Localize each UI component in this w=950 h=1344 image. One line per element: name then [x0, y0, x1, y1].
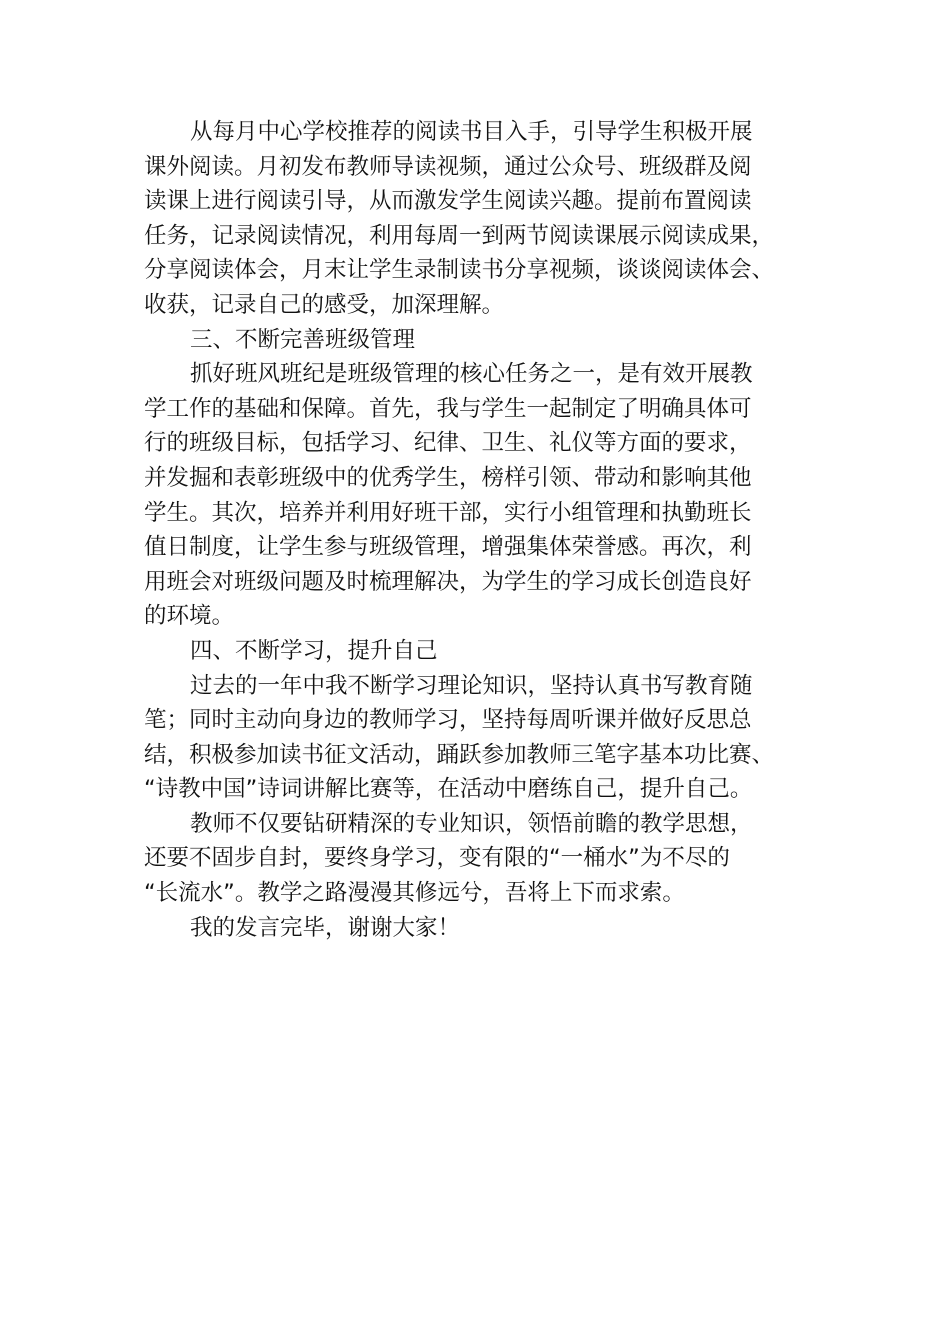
paragraph-class-line-3: 行的班级目标，包括学习、纪律、卫生、礼仪等方面的要求， [144, 430, 752, 457]
paragraph-teacher-line-3: “长流水”。教学之路漫漫其修远兮，吾将上下而求索。 [144, 880, 685, 907]
closing-remark: 我的发言完毕，谢谢大家！ [190, 914, 461, 941]
paragraph-class-line-6: 值日制度，让学生参与班级管理，增强集体荣誉感。再次，利 [144, 534, 752, 561]
section-heading-class-management: 三、不断完善班级管理 [190, 326, 416, 353]
paragraph-learning-line-3: 结，积极参加读书征文活动，踊跃参加教师三笔字基本功比赛、 [144, 741, 775, 768]
paragraph-class-line-5: 学生。其次，培养并利用好班干部，实行小组管理和执勤班长 [144, 499, 752, 526]
paragraph-learning-line-1: 过去的一年中我不断学习理论知识，坚持认真书写教育随 [190, 672, 753, 699]
paragraph-teacher-line-1: 教师不仅要钻研精深的专业知识，领悟前瞻的教学思想， [190, 810, 753, 837]
paragraph-class-line-4: 并发掘和表彰班级中的优秀学生，榜样引领、带动和影响其他 [144, 464, 752, 491]
section-heading-learning: 四、不断学习，提升自己 [190, 637, 438, 664]
paragraph-class-line-8: 的环境。 [144, 603, 235, 630]
document-body [144, 115, 812, 945]
paragraph-reading-line-3: 读课上进行阅读引导，从而激发学生阅读兴趣。提前布置阅读 [144, 188, 752, 215]
paragraph-learning-line-2: 笔；同时主动向身边的教师学习，坚持每周听课并做好反思总 [144, 707, 752, 734]
paragraph-class-line-2: 学工作的基础和保障。首先，我与学生一起制定了明确具体可 [144, 395, 752, 422]
paragraph-reading-line-2: 课外阅读。月初发布教师导读视频，通过公众号、班级群及阅 [144, 153, 752, 180]
paragraph-teacher-line-2: 还要不固步自封，要终身学习，变有限的“一桶水”为不尽的 [144, 845, 730, 872]
paragraph-learning-line-4: “诗教中国”诗词讲解比赛等，在活动中磨练自己，提升自己。 [144, 776, 753, 803]
paragraph-reading-line-5: 分享阅读体会，月末让学生录制读书分享视频，谈谈阅读体会、 [144, 257, 775, 284]
paragraph-reading-line-4: 任务，记录阅读情况，利用每周一到两节阅读课展示阅读成果， [144, 222, 775, 249]
paragraph-class-line-7: 用班会对班级问题及时梳理解决，为学生的学习成长创造良好 [144, 568, 752, 595]
paragraph-reading-line-6: 收获，记录自己的感受，加深理解。 [144, 291, 505, 318]
paragraph-reading-line-1: 从每月中心学校推荐的阅读书目入手，引导学生积极开展 [190, 119, 753, 145]
paragraph-class-line-1: 抓好班风班纪是班级管理的核心任务之一，是有效开展教 [190, 361, 753, 388]
